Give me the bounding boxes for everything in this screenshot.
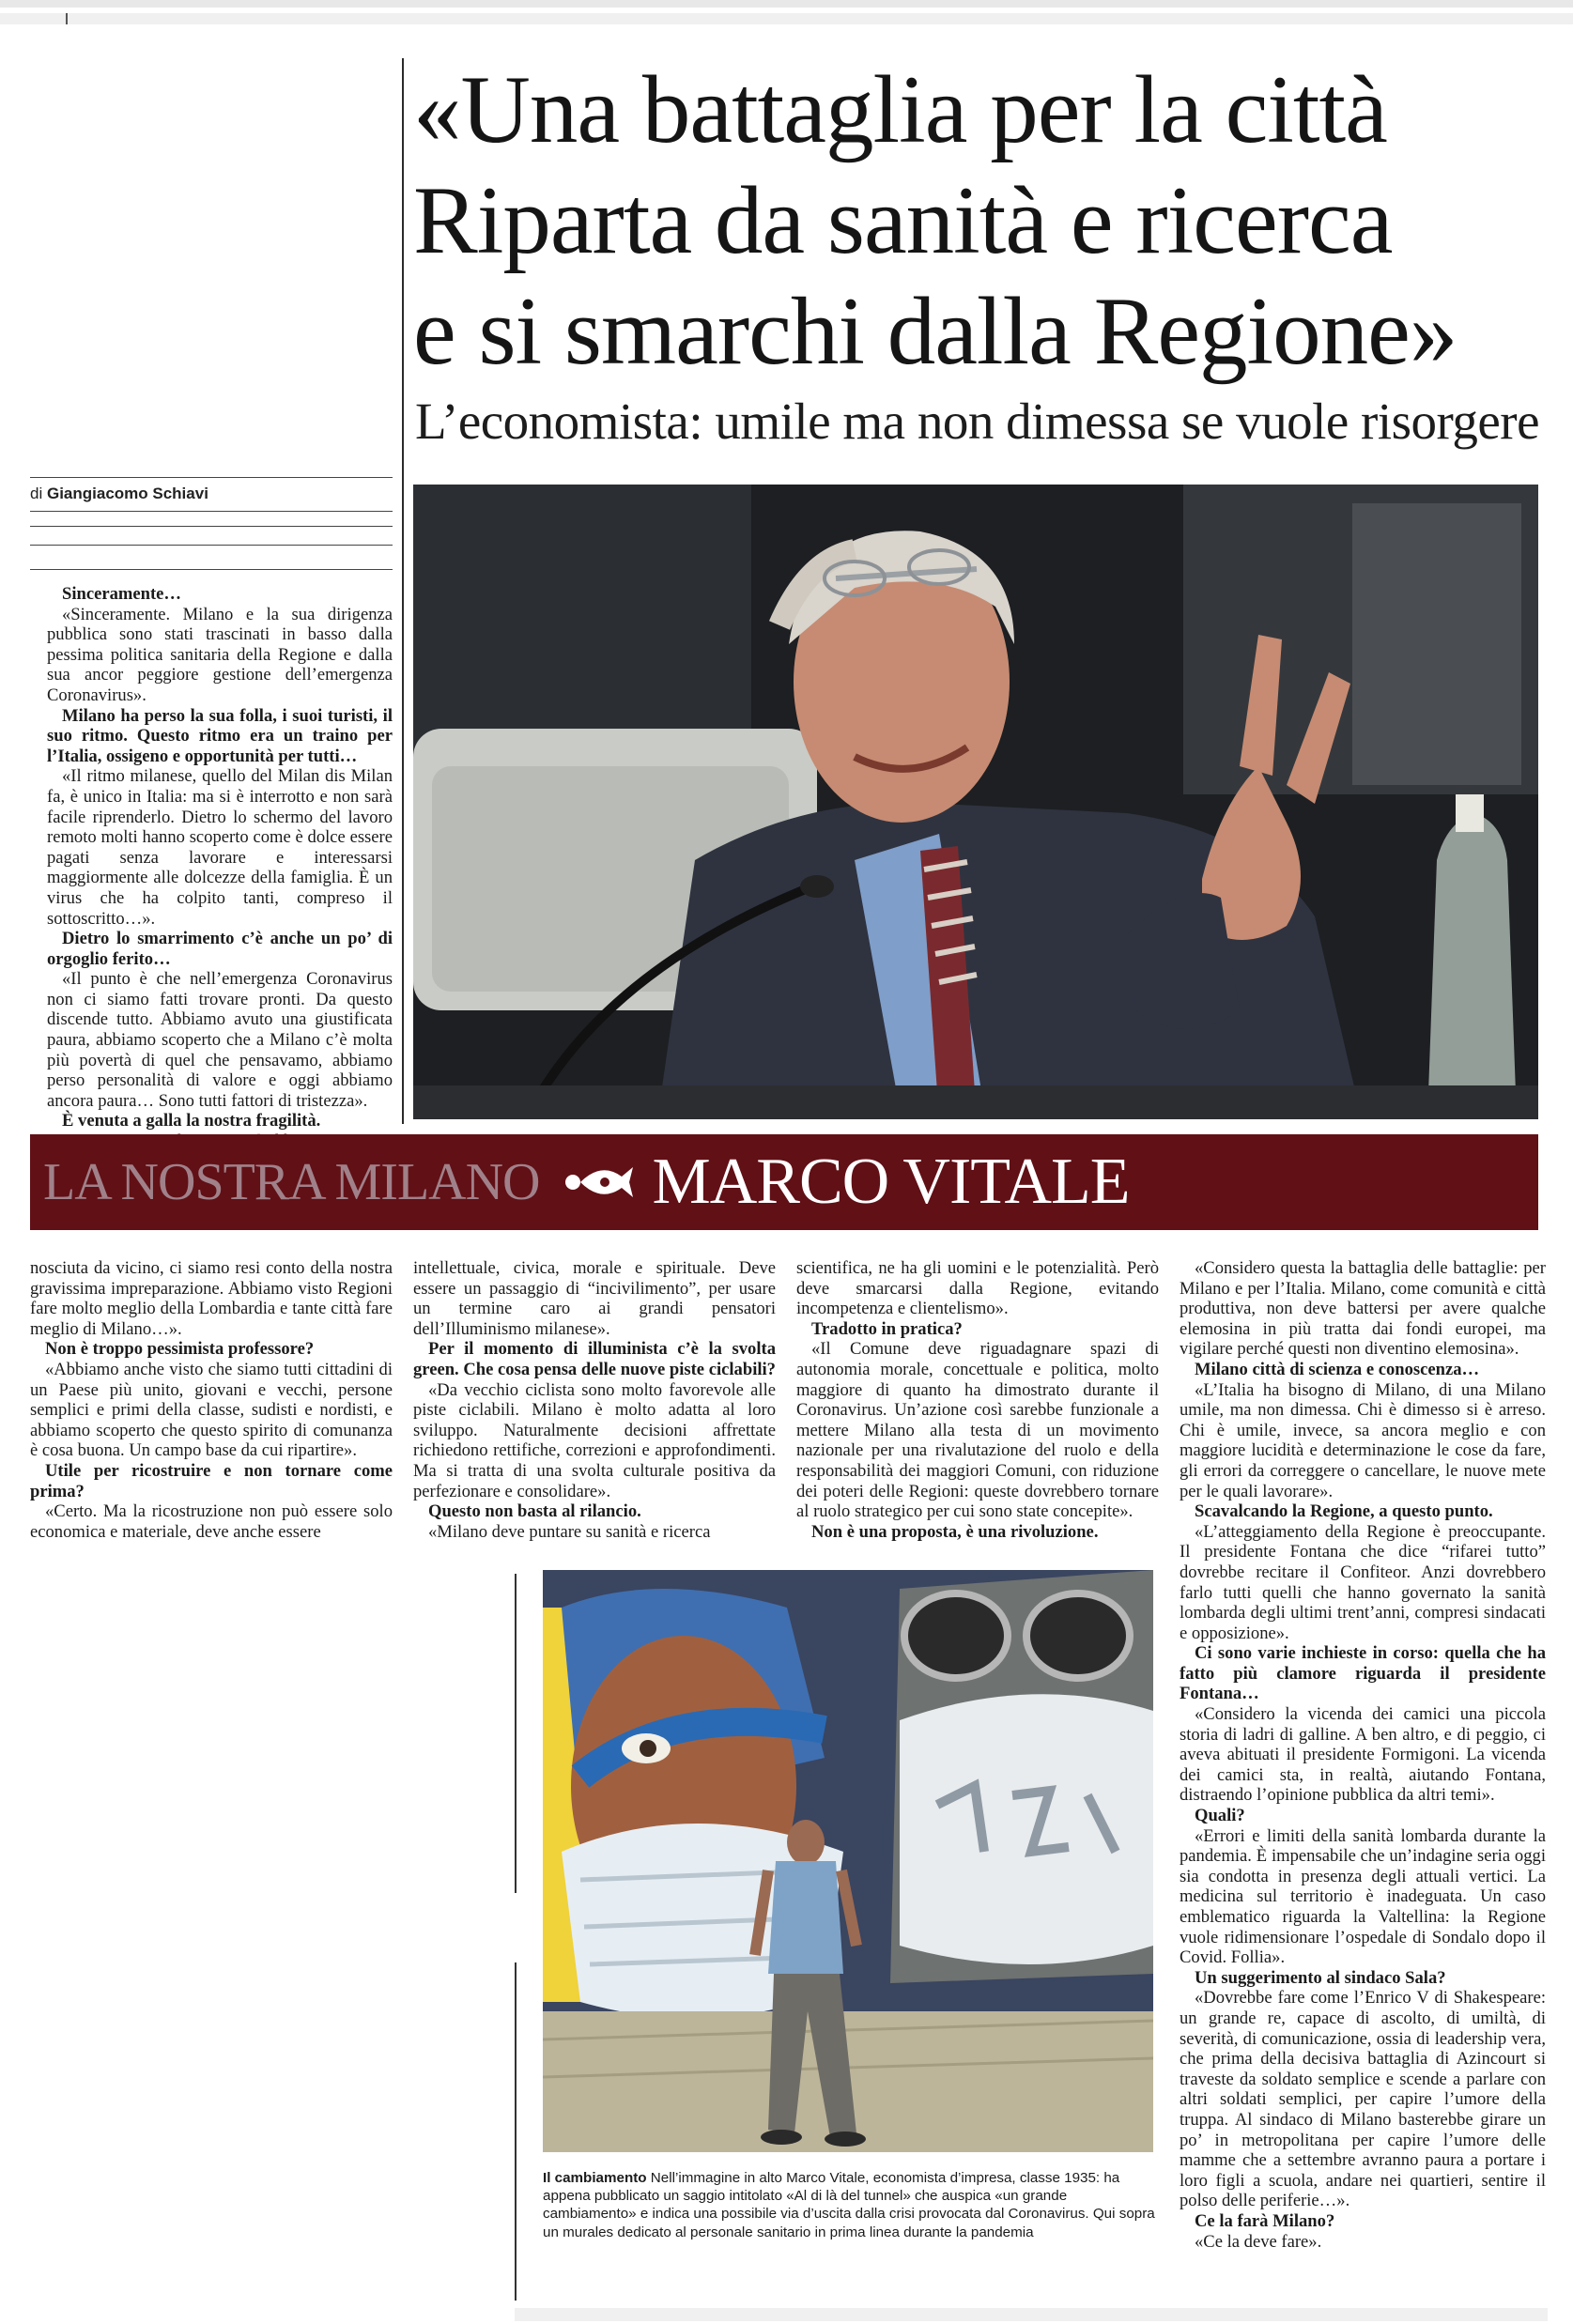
page-top-strip (0, 0, 1573, 8)
interview-answer: nosciuta da vicino, ci siamo resi conto della nostra gravissima impreparazione. Abbiamo visto Regioni fare molto meglio della Lombardia e tante città fare meglio di Milano…». (30, 1258, 393, 1339)
column-rule-photo-lower (515, 1962, 517, 2301)
interview-question: Ce la farà Milano? (1195, 2210, 1335, 2231)
byline-rule-top (30, 477, 393, 478)
interview-answer: intellettuale, civica, morale e spirituale. Deve essere un passaggio di “incivilimento”, per usare un termine caro ai grandi pensatori dell’Illuminismo milanese». (413, 1258, 776, 1339)
interview-question: Scavalcando la Regione, a questo punto. (1195, 1501, 1493, 1522)
byline-prefix: di (30, 485, 43, 502)
banner-interviewee-name: MARCO VITALE (652, 1146, 1130, 1218)
portrait-photo-illustration (413, 485, 1538, 1119)
article-column-3 (413, 1258, 776, 1542)
interview-answer: «Il ritmo milanese, quello del Milan dis Milan fa, è unico in Italia: ma si è interrotto e non sarà facile riprenderlo. Dietro lo schermo del lavoro remoto molti hanno scoperto come è dolce essere pagati senza lavorare e interessarsi maggiormente alle dolcezze della famiglia. È un virus che ha colpito tanti, compreso il sottoscritto…». (47, 766, 393, 929)
interview-answer: «Considero la vicenda dei camici una piccola storia di ladri di galline. A ben altro, e di peggio, ci aveva abituati il presidente Formigoni. La vicenda dei camici sta, in realtà, aiutando Fontana, distraendo l’opinione pubblica da altri temi». (1180, 1704, 1546, 1806)
interview-question: Milano città di scienza e conoscenza… (1195, 1359, 1480, 1379)
byline-author: Giangiacomo Schiavi (46, 485, 208, 502)
page-bottom-band (515, 2308, 1548, 2321)
article-column-4 (796, 1258, 1159, 1542)
interview-question: Per il momento di illuminista c’è la svolta green. Che cosa pensa delle nuove piste ciclabili? (413, 1339, 776, 1379)
interview-question: Questo non basta al rilancio. (428, 1501, 641, 1522)
caption-lead: Il cambiamento (543, 2170, 647, 2186)
interview-answer: «L’Italia ha bisogno di Milano, di una Milano umile, ma non dimessa. Chi è dimesso si è arreso. Chi è umile, invece, sa ancora meglio e con maggiore lucidità e determinazione le cose da fare, gli errori da correggere o cancellare, le nuove mete per le quali lavorare». (1180, 1379, 1546, 1501)
interview-question: Non è troppo pessimista professore? (45, 1339, 315, 1360)
interview-question: Ci sono varie inchieste in corso: quella che ha fatto più clamore riguarda il presidente Fontana… (1180, 1643, 1546, 1704)
interview-answer: «Sinceramente. Milano e la sua dirigenza pubblica sono stati trascinati in basso dalla pessima politica sanitaria della Regione e dalla sua ancor peggiore gestione dell’emergenza Coronavirus». (47, 604, 393, 705)
interview-answer: «Certo. Ma la ricostruzione non può essere solo economica e materiale, deve anche essere (30, 1501, 393, 1542)
column-rule-photo-upper (515, 1574, 517, 1893)
interview-question: Utile per ricostruire e non tornare come prima? (30, 1460, 393, 1501)
interview-answer: «Errori e limiti della sanità lombarda durante la pandemia. È impensabile che un’indagine seria oggi sia condotta in presenza degli attuali vertici. La medicina sul territorio è inadeguata. Un caso emblematico riguarda la Valtellina: la Regione vuole ridimensionare l’ospedale di Sondalo dopo il Covid. Follia». (1180, 1825, 1546, 1968)
interview-question: Tradotto in pratica? (811, 1318, 963, 1339)
interview-answer: «Milano deve puntare su sanità e ricerca (428, 1521, 711, 1542)
headline (413, 54, 1559, 387)
section-banner (30, 1134, 1538, 1230)
byline (30, 485, 393, 503)
page-mark (66, 13, 68, 24)
interview-question: Quali? (1195, 1806, 1245, 1826)
interview-question: È venuta a galla la nostra fragilità. (62, 1111, 321, 1131)
interview-question: Non è una proposta, è una rivoluzione. (811, 1521, 1099, 1542)
column-rule-left (402, 58, 404, 1124)
interview-answer: «Il Comune deve riguadagnare spazi di autonomia morale, concettuale e politica, molto maggiore di quanto ha dimostrato durante il Coronavirus. Un’azione così sarebbe funzionale a mettere Milano alla testa di un movimento nazionale per una rivalutazione del ruolo e della responsabilità dei maggiori Comuni, con riduzione dei poteri delle Regioni: queste dovrebbero tornare al ruolo strategico per cui sono state concepite». (796, 1339, 1159, 1522)
caption-text: Nell’immagine in alto Marco Vitale, economista d’impresa, classe 1935: ha appena pubblicato un saggio intitolato «Al di là del tunnel» che auspica «un grande cambiamento» e indica una possibile via d’uscita dalla crisi provocata dal Coronavirus. Qui sopra un murales dedicato al personale sanitario in prima linea durante la pandemia (543, 2170, 1155, 2240)
interview-answer: scientifica, ne ha gli uomini e le potenzialità. Però deve smarcarsi dalla Regione, evitando incompetenza e clientelismo». (796, 1258, 1159, 1319)
interview-answer: «Il punto è che nell’emergenza Coronavirus non ci siamo fatti trovare pronti. Da questo discende tutto. Abbiamo avuto una giustificata paura, abbiamo scoperto che a Milano c’è molta più povertà di quel che pensavamo, abbiamo perso personalità di valore e oggi abbiamo ancora paura… Sono tutti fattori di tristezza». (47, 969, 393, 1111)
mural-photo (543, 1570, 1153, 2152)
subheadline: L’economista: umile ma non dimessa se vuole risorgere (415, 392, 1539, 450)
banner-section-title: LA NOSTRA MILANO (43, 1153, 540, 1211)
interview-question: Un suggerimento al sindaco Sala? (1195, 1967, 1446, 1988)
interview-question: Sinceramente… (62, 584, 182, 604)
interview-answer: «L’atteggiamento della Regione è preoccupante. Il presidente Fontana che dice “rifarei tutto” dovrebbe recitare il Confiteor. Anzi dovrebbero farlo tutti quelli che hanno governato la sanità lombarda degli ultimi trent’anni, compresi sindacati e opposizione». (1180, 1521, 1546, 1643)
interview-answer: «Da vecchio ciclista sono molto favorevole alle piste ciclabili. Milano è molto adatta al loro sviluppo. Naturalmente decisioni affrettate richiedono rettifiche, correzioni e approfondimenti. Ma si tratta di una svolta culturale positiva da perfezionare e consolidare». (413, 1379, 776, 1501)
byline-rule-4 (30, 569, 393, 570)
interview-answer: «Abbiamo anche visto che siamo tutti cittadini di un Paese più unito, giovani e vecchi, persone semplici e primi della classe, sudisti e nordisti, e abbiamo scoperto che questo spirito di comunanza è cosa buona. Un campo base da cui ripartire». (30, 1359, 393, 1461)
article-column-2 (30, 1258, 393, 1542)
byline-rule-3 (30, 545, 393, 546)
page-top-band (0, 13, 1573, 24)
headline-line-2: Riparta da sanità e ricerca (413, 167, 1393, 274)
interview-answer: «Dovrebbe fare come l’Enrico V di Shakespeare: un grande re, capace di ascolto, di umiltà, di severità, di comunicazione, ossia di leadership vera, che prima della decisiva battaglia di Azincourt si traveste da soldato semplice e scende a parlare con altri soldati semplici, per capire l’umore della truppa. Al sindaco di Milano basterebbe girare un po’ in metropolitana per capire l’umore delle mamme che a settembre avranno paura a portare i loro figli a scuola, andare nei quartieri, sentire il polso delle periferie…». (1180, 1988, 1546, 2211)
article-column-5 (1180, 1258, 1546, 2252)
byline-rule-1 (30, 511, 393, 512)
byline-rule-2 (30, 526, 393, 527)
interview-question: Dietro lo smarrimento c’è anche un po’ di orgoglio ferito… (47, 929, 393, 969)
separator-ornament-icon (563, 1160, 639, 1205)
interview-answer: «Ce la deve fare». (1195, 2231, 1322, 2252)
headline-line-3: e si smarchi dalla Regione» (413, 278, 1457, 385)
interview-question: Milano ha perso la sua folla, i suoi turisti, il suo ritmo. Questo ritmo era un traino per l’Italia, ossigeno e opportunità per tutti… (47, 705, 393, 766)
portrait-photo (413, 485, 1538, 1119)
interview-answer: «Considero questa la battaglia delle battaglie: per Milano e per l’Italia. Milano, come comunità e città produttiva, non deve battersi per avere qualche elemosina in più tratta dai fondi europei, ma vigilare perché questi non diventino elemosina». (1180, 1258, 1546, 1360)
article-column-1 (47, 584, 393, 1152)
photo-caption (543, 2169, 1163, 2241)
headline-line-1: «Una battaglia per la città (413, 56, 1387, 163)
mural-photo-illustration (543, 1570, 1153, 2152)
